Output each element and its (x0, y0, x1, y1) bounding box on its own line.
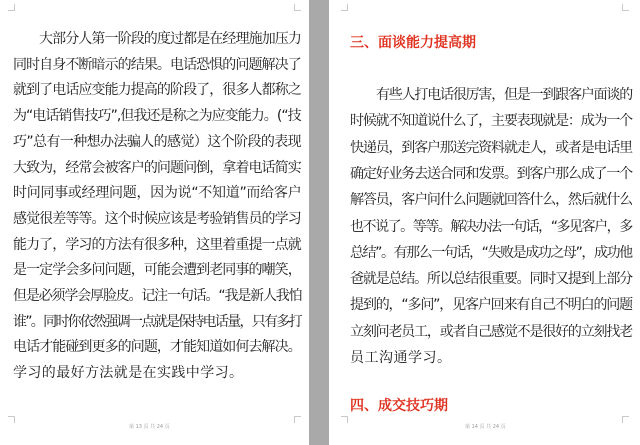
text-line: 时问同事或经理问题，因为说“不知道”而给客户 (13, 185, 302, 202)
text-line: 总结”。有那么一句话，“失败是成功之母”，成功他 (350, 244, 632, 261)
page-corner-mark (8, 416, 15, 423)
page-corner-mark (622, 4, 629, 11)
text-line: 确定好业务去送合同和发票。到客户那么成了一个 (350, 165, 632, 182)
document-page-right (329, 0, 640, 445)
text-line: 大部分人第一阶段的度过都是在经理施加压力 (39, 31, 301, 47)
section-heading-4: 四、成交技巧期 (350, 398, 448, 414)
text-line: 能力了，学习的方法有很多种，这里着重提一点就 (13, 236, 301, 253)
text-line: 就到了电话应变能力提高的阶段了，很多人都称之 (13, 82, 301, 99)
text-line: 爸就是总结。所以总结很重要。同时又提到上部分 (350, 271, 632, 288)
text-line: 立刻问老员工，或者自己感觉不是很好的立刻找老 (350, 323, 632, 340)
text-line: 感觉很差等等。这个时候应该是考验销售员的学习 (13, 210, 301, 227)
text-line: 也不说了。等等。解决办法一句话，“多见客户，多 (350, 218, 632, 235)
text-line: 员工沟通学习。 (350, 350, 452, 366)
page-corner-mark (8, 4, 15, 11)
page-corner-mark (341, 4, 348, 11)
page-corner-mark (294, 416, 301, 423)
text-line: 谁”。同时你依然强调一点就是保持电话量，只有多打 (13, 313, 301, 330)
text-line: 为“电话销售技巧”,但我还是称之为应变能力。(“技 (13, 108, 301, 125)
text-line: 快递员，到客户那送完资料就走人，或者是电话里 (350, 139, 632, 156)
text-line: 是一定学会多问问题，可能会遭到老同事的嘲笑， (13, 262, 301, 279)
text-line: 同时自身不断暗示的结果。电话恐惧的问题解决了 (13, 56, 301, 73)
text-line: 学习的最好方法就是在实践中学习。 (13, 365, 244, 382)
text-line: 巧”总有一种想办法骗人的感觉）这个阶段的表现 (13, 133, 302, 150)
text-line: 有些人打电话很厉害，但是一到跟客户面谈的 (376, 87, 632, 103)
page-corner-mark (294, 4, 301, 11)
page-corner-mark (341, 416, 348, 423)
text-line: 但是必须学会厚脸皮。记注一句话。“我是新人我怕 (13, 288, 302, 304)
page-footer: 第 13 页 共 24 页 (129, 424, 170, 430)
text-line: 大致为，经常会被客户的问题问倒，拿着电话简实 (13, 159, 301, 176)
section-heading-3: 三、面谈能力提高期 (350, 35, 476, 51)
text-line: 电话才能碰到更多的问题，才能知道如何去解决。 (13, 339, 301, 356)
document-page-left (0, 0, 309, 445)
text-line: 提到的，“多问”，见客户回来有自己不明白的问题 (350, 297, 633, 314)
page-footer: 第 14 页 共 24 页 (465, 424, 506, 430)
text-line: 时候就不知道说什么了，主要表现就是：成为一个 (350, 113, 632, 130)
page-corner-mark (622, 416, 629, 423)
text-line: 解答员，客户问什么问题就回答什么，然后就什么 (350, 192, 632, 209)
